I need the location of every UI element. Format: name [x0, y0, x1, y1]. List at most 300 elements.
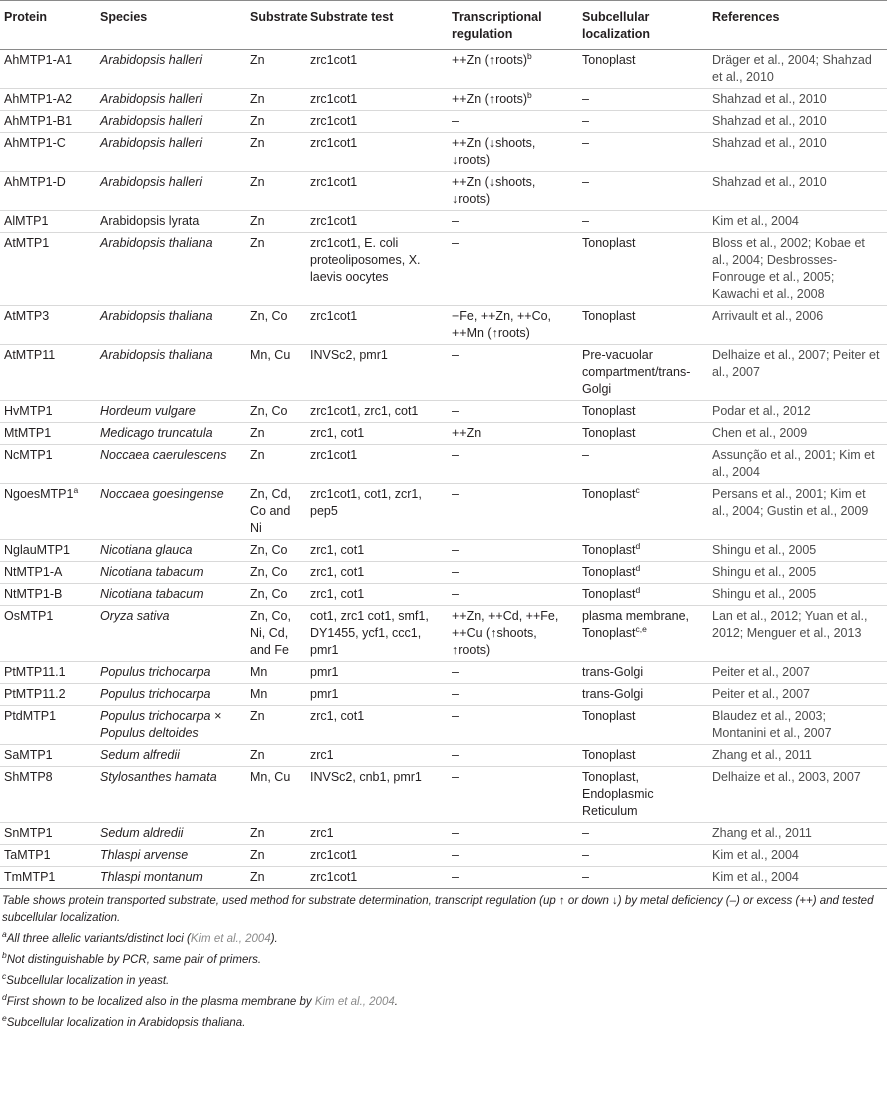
substrate-cell: Zn — [246, 111, 306, 133]
localization-text: – — [582, 848, 589, 862]
regulation-cell — [448, 423, 578, 445]
protein-cell — [0, 345, 96, 401]
protein-name: NtMTP1-A — [4, 565, 63, 579]
test-mutant: zrc1cot1, zrc1, cot1 — [310, 404, 419, 418]
substrate-test-cell — [306, 767, 448, 823]
references-cell: Shingu et al., 2005 — [708, 540, 887, 562]
footnote-text: Subcellular localization in Arabidopsis thaliana. — [6, 1017, 246, 1029]
table-caption: Table shows protein transported substrate, used method for substrate determination, transcript regulation (up ↑ or down ↓) by metal deficiency (–) or excess (++) and tested subcellular localization. — [2, 895, 874, 924]
regulation-text: – — [452, 404, 459, 418]
test-mutant: zrc1cot1 — [310, 136, 358, 150]
localization-text: – — [582, 136, 589, 150]
species-cell — [96, 706, 246, 745]
test-mutant: pmr1 — [310, 665, 339, 679]
protein-name: SaMTP1 — [4, 748, 53, 762]
regulation-text: – — [452, 709, 459, 723]
localization-text: Tonoplast — [582, 309, 636, 323]
regulation-cell — [448, 306, 578, 345]
substrate-test-cell — [306, 706, 448, 745]
regulation-cell — [448, 745, 578, 767]
localization-text: – — [582, 826, 589, 840]
table-row — [0, 823, 887, 845]
substrate-cell: Mn — [246, 662, 306, 684]
table-row — [0, 662, 887, 684]
test-mutant: zrc1cot1 — [310, 309, 358, 323]
table-row — [0, 211, 887, 233]
table-row — [0, 172, 887, 211]
protein-name: AtMTP11 — [4, 348, 56, 362]
footnote-mark: e — [2, 1013, 7, 1024]
regulation-cell — [448, 562, 578, 584]
species-cell — [96, 484, 246, 540]
footnote-mark: d — [635, 562, 641, 573]
species-name: Noccaea caerulescens — [100, 448, 227, 462]
footnote-mark: c — [2, 971, 7, 982]
species-name: Thlaspi montanum — [100, 870, 203, 884]
substrate-cell: Zn, Co — [246, 401, 306, 423]
species-cell — [96, 562, 246, 584]
localization-text: Tonoplast — [582, 587, 636, 601]
substrate-test-cell — [306, 423, 448, 445]
table-row — [0, 684, 887, 706]
references-cell: Kim et al., 2004 — [708, 211, 887, 233]
substrate-test-cell — [306, 562, 448, 584]
regulation-text: – — [452, 848, 459, 862]
header-protein: Protein — [0, 1, 96, 50]
protein-name: PtMTP11.2 — [4, 687, 66, 701]
substrate-cell: Zn — [246, 423, 306, 445]
localization-text: Tonoplast — [582, 487, 636, 501]
protein-cell — [0, 562, 96, 584]
substrate-cell: Zn, Cd, Co and Ni — [246, 484, 306, 540]
test-strain: INVSc2, — [310, 770, 356, 784]
test-mutant: zrc1cot1 — [310, 870, 358, 884]
species-cell — [96, 745, 246, 767]
footnote-tail: ). — [270, 933, 278, 945]
protein-cell — [0, 706, 96, 745]
localization-cell — [578, 306, 708, 345]
protein-name: AhMTP1-A2 — [4, 92, 73, 106]
test-mutant: zrc1cot1 — [310, 175, 358, 189]
regulation-cell — [448, 606, 578, 662]
footnote-mark: d — [635, 540, 641, 551]
test-mutant: zrc1cot1 — [310, 848, 358, 862]
table-row — [0, 89, 887, 111]
localization-text: – — [582, 448, 589, 462]
regulation-text: – — [452, 543, 459, 557]
species-cell — [96, 845, 246, 867]
footnote-citation: Kim et al., 2004 — [190, 933, 271, 945]
localization-cell — [578, 133, 708, 172]
species-cell — [96, 823, 246, 845]
substrate-test-cell — [306, 584, 448, 606]
protein-cell — [0, 233, 96, 306]
localization-text: Pre-vacuolar compartment/trans-Golgi — [582, 348, 691, 396]
regulation-cell — [448, 133, 578, 172]
substrate-cell: Zn — [246, 233, 306, 306]
localization-cell — [578, 706, 708, 745]
footnote — [2, 952, 885, 969]
table-row — [0, 345, 887, 401]
substrate-cell: Zn, Co — [246, 540, 306, 562]
test-mutant: zrc1 — [310, 748, 334, 762]
species-cell — [96, 89, 246, 111]
protein-cell — [0, 89, 96, 111]
localization-cell — [578, 89, 708, 111]
regulation-cell — [448, 823, 578, 845]
footnote-tail: . — [394, 996, 398, 1008]
substrate-test-cell — [306, 211, 448, 233]
header-species: Species — [96, 1, 246, 50]
localization-cell — [578, 233, 708, 306]
references-cell: Lan et al., 2012; Yuan et al., 2012; Menguer et al., 2013 — [708, 606, 887, 662]
footnote-mark: a — [2, 929, 7, 940]
localization-cell — [578, 684, 708, 706]
substrate-cell: Zn, Co — [246, 562, 306, 584]
regulation-text: – — [452, 770, 459, 784]
table-row — [0, 562, 887, 584]
footnote-mark: a — [73, 484, 79, 495]
species-name: Populus trichocarpa — [100, 665, 211, 679]
protein-name: NcMTP1 — [4, 448, 53, 462]
species-name: Populus trichocarpa — [100, 687, 211, 701]
table-row — [0, 745, 887, 767]
regulation-text: – — [452, 348, 459, 362]
localization-text: Tonoplast — [582, 426, 636, 440]
footnote-mark: d — [635, 584, 641, 595]
regulation-text: – — [452, 665, 459, 679]
regulation-cell — [448, 401, 578, 423]
protein-name: AhMTP1-C — [4, 136, 66, 150]
references-cell: Peiter et al., 2007 — [708, 684, 887, 706]
localization-text: Tonoplast — [582, 748, 636, 762]
substrate-test-cell — [306, 540, 448, 562]
protein-cell — [0, 767, 96, 823]
regulation-text: ++Zn — [452, 426, 482, 440]
species-name: Arabidopsis thaliana — [100, 236, 213, 250]
protein-name: AhMTP1-D — [4, 175, 66, 189]
substrate-cell: Zn, Co, Ni, Cd, and Fe — [246, 606, 306, 662]
species-cell — [96, 172, 246, 211]
table-row — [0, 584, 887, 606]
regulation-text: ++Zn, ++Cd, ++Fe, ++Cu (↑shoots, ↑roots) — [452, 609, 559, 657]
substrate-test-cell — [306, 50, 448, 89]
species-name: Arabidopsis halleri — [100, 136, 203, 150]
regulation-cell — [448, 233, 578, 306]
regulation-text: – — [452, 826, 459, 840]
substrate-cell: Zn — [246, 445, 306, 484]
protein-name: OsMTP1 — [4, 609, 54, 623]
test-mutant: zrc1cot1, cot1, zcr1, pep5 — [310, 487, 422, 518]
substrate-cell: Zn — [246, 172, 306, 211]
species-cell — [96, 767, 246, 823]
protein-name: ShMTP8 — [4, 770, 53, 784]
regulation-text: – — [452, 870, 459, 884]
localization-cell — [578, 423, 708, 445]
substrate-test-cell — [306, 684, 448, 706]
protein-cell — [0, 540, 96, 562]
protein-name: TaMTP1 — [4, 848, 51, 862]
species-cell — [96, 867, 246, 889]
protein-name: AhMTP1-A1 — [4, 53, 73, 67]
header-subcellular-localization: Subcellular localization — [578, 1, 708, 50]
table-row — [0, 233, 887, 306]
footnote-text: Subcellular localization in yeast. — [6, 975, 170, 987]
references-cell: Shahzad et al., 2010 — [708, 89, 887, 111]
table-row — [0, 111, 887, 133]
test-strain: DY1455, — [310, 626, 359, 640]
table-row — [0, 540, 887, 562]
references-cell: Podar et al., 2012 — [708, 401, 887, 423]
table-row — [0, 606, 887, 662]
localization-text: Tonoplast — [582, 53, 636, 67]
test-mutant: zrc1cot1 — [310, 214, 358, 228]
footnote-mark: c,e — [635, 623, 647, 634]
references-cell: Arrivault et al., 2006 — [708, 306, 887, 345]
substrate-test-cell — [306, 401, 448, 423]
species-name: Stylosanthes hamata — [100, 770, 217, 784]
regulation-text: −Fe, ++Zn, ++Co, ++Mn (↑roots) — [452, 309, 552, 340]
protein-cell — [0, 172, 96, 211]
regulation-text: – — [452, 687, 459, 701]
localization-cell — [578, 401, 708, 423]
references-cell: Shahzad et al., 2010 — [708, 172, 887, 211]
protein-name: TmMTP1 — [4, 870, 56, 884]
substrate-test-cell — [306, 445, 448, 484]
test-mutant: zrc1cot1, E. coli — [310, 236, 399, 250]
localization-cell — [578, 111, 708, 133]
species-cell — [96, 584, 246, 606]
localization-cell — [578, 606, 708, 662]
substrate-cell: Zn — [246, 823, 306, 845]
protein-cell — [0, 133, 96, 172]
substrate-cell: Zn — [246, 745, 306, 767]
species-name: Nicotiana tabacum — [100, 565, 204, 579]
species-cell — [96, 133, 246, 172]
table-row — [0, 445, 887, 484]
localization-text: – — [582, 175, 589, 189]
table-row — [0, 867, 887, 889]
regulation-text: – — [452, 114, 459, 128]
regulation-text: – — [452, 748, 459, 762]
regulation-cell — [448, 484, 578, 540]
regulation-cell — [448, 584, 578, 606]
header-transcriptional-regulation: Transcriptional regulation — [448, 1, 578, 50]
table-row — [0, 484, 887, 540]
localization-text: Tonoplast, Endoplasmic Reticulum — [582, 770, 654, 818]
test-mutant: pmr1 — [359, 348, 388, 362]
localization-cell — [578, 540, 708, 562]
substrate-cell: Zn — [246, 706, 306, 745]
localization-cell — [578, 867, 708, 889]
references-cell: Bloss et al., 2002; Kobae et al., 2004; Desbrosses-Fonrouge et al., 2005; Kawachi et al., 2008 — [708, 233, 887, 306]
substrate-test-cell — [306, 745, 448, 767]
footnote — [2, 931, 885, 948]
species-cell — [96, 684, 246, 706]
regulation-text: – — [452, 214, 459, 228]
test-strain: proteoliposomes, — [310, 253, 406, 267]
species-name: Oryza sativa — [100, 609, 170, 623]
references-cell: Delhaize et al., 2003, 2007 — [708, 767, 887, 823]
protein-cell — [0, 845, 96, 867]
regulation-text: – — [452, 236, 459, 250]
footnote-mark: c — [635, 484, 640, 495]
regulation-cell — [448, 662, 578, 684]
footnote-list — [2, 931, 885, 1032]
references-cell: Shahzad et al., 2010 — [708, 111, 887, 133]
protein-name: NglauMTP1 — [4, 543, 70, 557]
references-cell: Blaudez et al., 2003; Montanini et al., 2007 — [708, 706, 887, 745]
species-name: Arabidopsis halleri — [100, 114, 203, 128]
species-name: Arabidopsis thaliana — [100, 348, 213, 362]
substrate-test-cell — [306, 484, 448, 540]
protein-cell — [0, 684, 96, 706]
footnote-mark: b — [527, 89, 532, 100]
footnote-citation: Kim et al., 2004 — [314, 996, 395, 1008]
references-cell: Shingu et al., 2005 — [708, 584, 887, 606]
substrate-test-cell — [306, 306, 448, 345]
header-row — [0, 1, 887, 50]
species-name: Sedum alfredii — [100, 748, 180, 762]
test-mutant-extra: ycf1, ccc1, pmr1 — [310, 626, 422, 657]
regulation-cell — [448, 211, 578, 233]
substrate-cell: Zn, Co — [246, 584, 306, 606]
substrate-test-cell — [306, 233, 448, 306]
test-strain: INVSc2, — [310, 348, 356, 362]
protein-cell — [0, 584, 96, 606]
protein-name: PtMTP11.1 — [4, 665, 66, 679]
localization-text: Tonoplast — [582, 236, 636, 250]
substrate-test-cell — [306, 133, 448, 172]
regulation-text: – — [452, 487, 459, 501]
references-cell: Kim et al., 2004 — [708, 867, 887, 889]
header-substrate: Substrate — [246, 1, 306, 50]
test-mutant: zrc1cot1 — [310, 114, 358, 128]
references-cell: Kim et al., 2004 — [708, 845, 887, 867]
protein-cell — [0, 211, 96, 233]
table-row — [0, 50, 887, 89]
test-mutant: zrc1cot1 — [310, 448, 358, 462]
protein-name: AtMTP1 — [4, 236, 50, 250]
table-row — [0, 133, 887, 172]
test-extra: oocytes — [345, 270, 389, 284]
species-name: Populus trichocarpa × Populus deltoides — [100, 709, 222, 740]
table-row — [0, 767, 887, 823]
test-mutant: zrc1cot1 — [310, 53, 358, 67]
localization-text: Tonoplast — [582, 709, 636, 723]
localization-cell — [578, 562, 708, 584]
references-cell: Zhang et al., 2011 — [708, 823, 887, 845]
protein-cell — [0, 401, 96, 423]
protein-cell — [0, 484, 96, 540]
header-substrate-test: Substrate test — [306, 1, 448, 50]
localization-text: Tonoplast — [582, 404, 636, 418]
table-header — [0, 1, 887, 50]
protein-cell — [0, 662, 96, 684]
species-name: Medicago truncatula — [100, 426, 213, 440]
localization-text: Tonoplast — [582, 543, 636, 557]
references-cell: Shingu et al., 2005 — [708, 562, 887, 584]
species-name: Hordeum vulgare — [100, 404, 196, 418]
localization-cell — [578, 662, 708, 684]
header-references: References — [708, 1, 887, 50]
localization-cell — [578, 172, 708, 211]
species-name: Arabidopsis halleri — [100, 53, 203, 67]
test-mutant: zrc1, cot1 — [310, 587, 365, 601]
substrate-cell: Zn — [246, 845, 306, 867]
protein-name: NtMTP1-B — [4, 587, 63, 601]
species-name: Noccaea goesingense — [100, 487, 224, 501]
substrate-test-cell — [306, 89, 448, 111]
test-mutant: zrc1 — [310, 826, 334, 840]
regulation-cell — [448, 706, 578, 745]
species-cell — [96, 445, 246, 484]
protein-name: AlMTP1 — [4, 214, 49, 228]
references-cell: Dräger et al., 2004; Shahzad et al., 2010 — [708, 50, 887, 89]
references-cell: Chen et al., 2009 — [708, 423, 887, 445]
substrate-cell: Zn — [246, 211, 306, 233]
regulation-cell — [448, 867, 578, 889]
localization-cell — [578, 745, 708, 767]
regulation-cell — [448, 767, 578, 823]
substrate-cell: Mn, Cu — [246, 767, 306, 823]
protein-cell — [0, 606, 96, 662]
regulation-cell — [448, 345, 578, 401]
footnote-mark: b — [527, 50, 532, 61]
species-name: Arabidopsis halleri — [100, 92, 203, 106]
substrate-cell: Zn — [246, 133, 306, 172]
references-cell: Shahzad et al., 2010 — [708, 133, 887, 172]
localization-cell — [578, 50, 708, 89]
species-cell — [96, 540, 246, 562]
test-mutant: cot1, zrc1 cot1, smf1, — [310, 609, 429, 623]
protein-cell — [0, 867, 96, 889]
regulation-text: ++Zn (↓shoots, ↓roots) — [452, 175, 536, 206]
protein-name: PtdMTP1 — [4, 709, 57, 723]
regulation-text: ++Zn (↑roots) — [452, 53, 528, 67]
localization-text: – — [582, 114, 589, 128]
species-name: Thlaspi arvense — [100, 848, 189, 862]
protein-cell — [0, 50, 96, 89]
localization-text: – — [582, 214, 589, 228]
species-cell — [96, 111, 246, 133]
protein-cell — [0, 423, 96, 445]
localization-text: trans-Golgi — [582, 665, 644, 679]
footnote — [2, 1015, 885, 1032]
species-name: Sedum aldredii — [100, 826, 184, 840]
table-row — [0, 706, 887, 745]
references-cell: Persans et al., 2001; Kim et al., 2004; Gustin et al., 2009 — [708, 484, 887, 540]
substrate-test-cell — [306, 172, 448, 211]
footnote-mark: d — [2, 992, 7, 1003]
regulation-text: ++Zn (↑roots) — [452, 92, 528, 106]
protein-name: NgoesMTP1 — [4, 487, 74, 501]
protein-name: SnMTP1 — [4, 826, 53, 840]
footnote-text: Not distinguishable by PCR, same pair of primers. — [6, 954, 262, 966]
test-mutant: cnb1, pmr1 — [359, 770, 422, 784]
test-mutant: zrc1, cot1 — [310, 565, 365, 579]
substrate-test-cell — [306, 111, 448, 133]
species-name: Nicotiana tabacum — [100, 587, 204, 601]
references-cell: Delhaize et al., 2007; Peiter et al., 2007 — [708, 345, 887, 401]
protein-cell — [0, 306, 96, 345]
species-name: Arabidopsis halleri — [100, 175, 203, 189]
regulation-cell — [448, 111, 578, 133]
localization-text: trans-Golgi — [582, 687, 644, 701]
localization-text: – — [582, 92, 589, 106]
species-cell — [96, 50, 246, 89]
species-cell — [96, 233, 246, 306]
